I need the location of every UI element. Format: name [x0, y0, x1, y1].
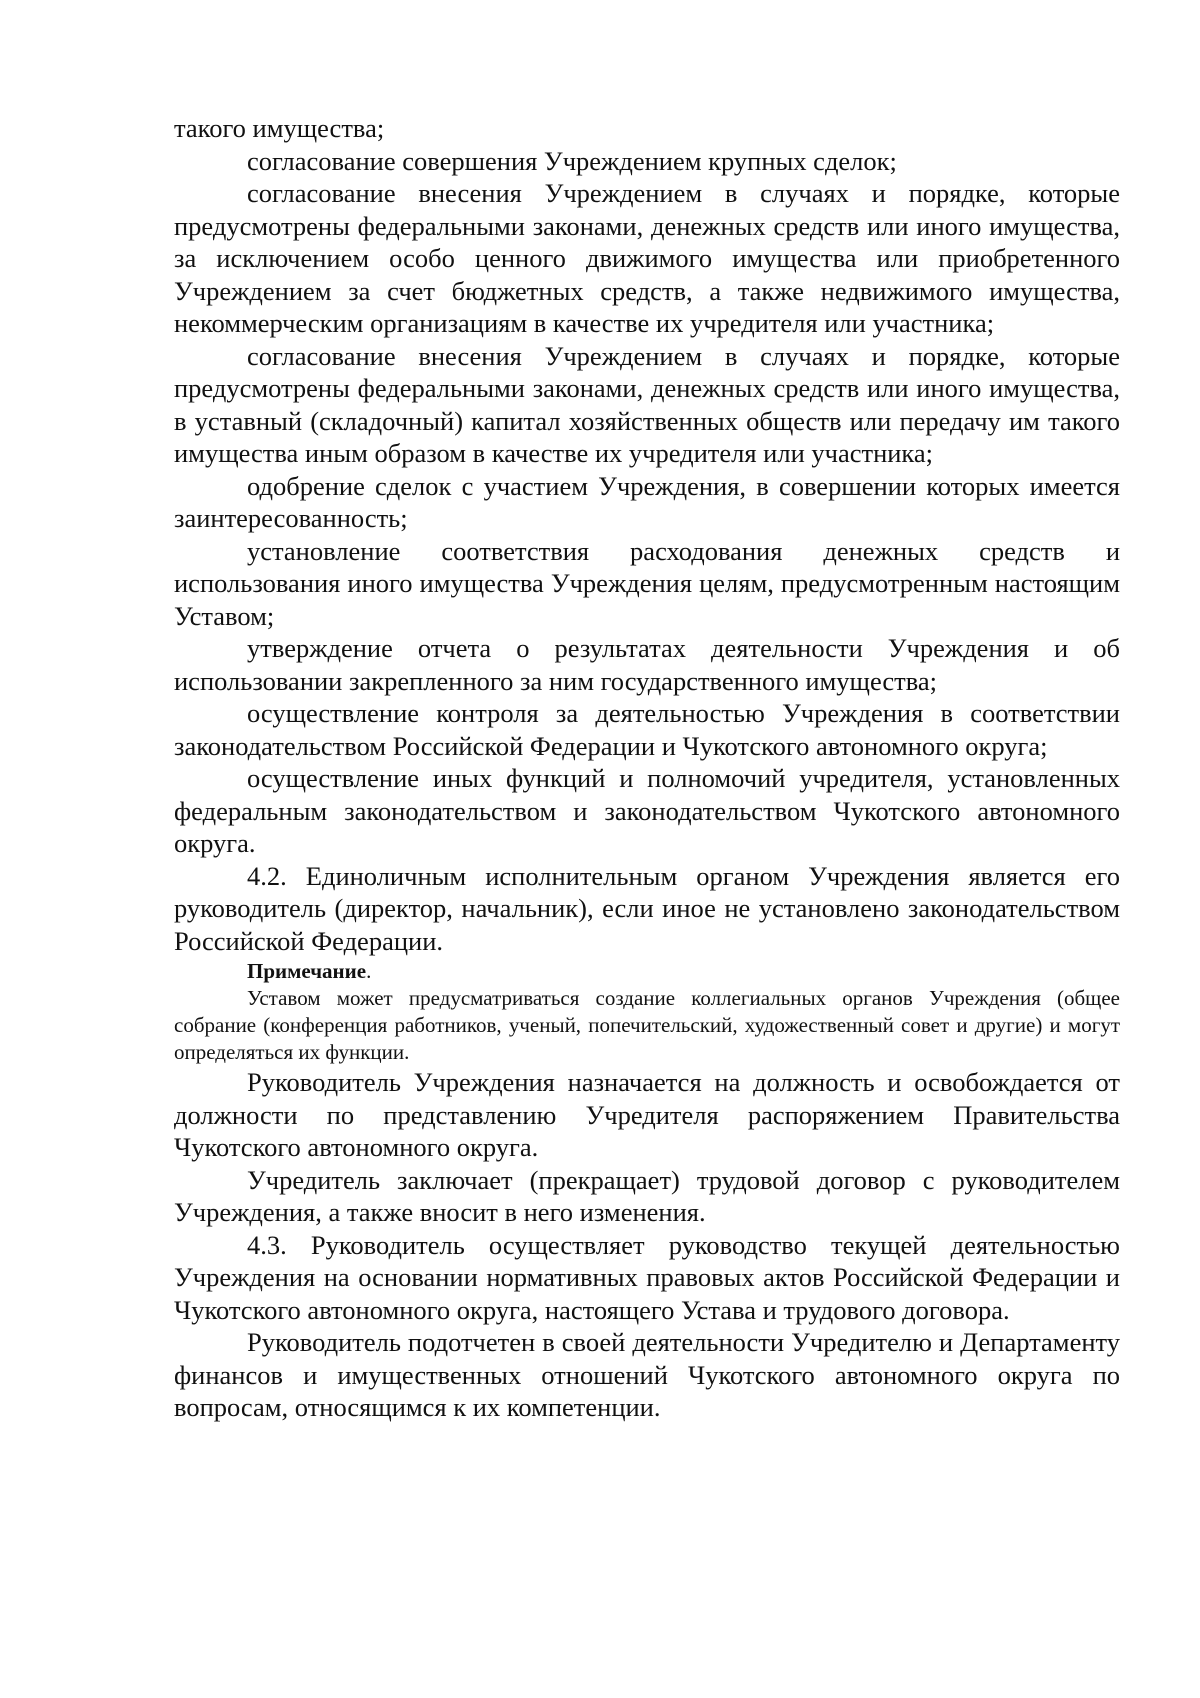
paragraph-accountability: Руководитель подотчетен в своей деятельности Учредителю и Департаменту финансов и имущественных отношений Чукотского автономного округа по вопросам, относящимся к их компетенции. — [174, 1327, 1120, 1422]
paragraph-spending-compliance: установление соответствия расходования денежных средств и использования иного имущества Учреждения целям, предусмотренным настоящим Уставом; — [174, 535, 1120, 631]
paragraph-major-deals-approval: согласование совершения Учреждением крупных сделок; — [247, 145, 897, 176]
note-heading-label: Примечание — [247, 959, 367, 983]
paragraph-report-approval: утверждение отчета о результатах деятельности Учреждения и об использовании закрепленного за ним государственного имущества; — [174, 633, 1120, 696]
paragraph-contribution-capital: согласование внесения Учреждением в случаях и порядке, которые предусмотрены федеральными законами, денежных средств или иного имущества, в уставный (складочный) капитал хозяйственных обществ или передачу им такого имущества иным образом в качестве их учредителя или участника; — [174, 340, 1120, 468]
paragraph-employment-contract: Учредитель заключает (прекращает) трудовой договор с руководителем Учреждения, а также вносит в него изменения. — [174, 1164, 1120, 1227]
note-heading — [174, 957, 1120, 985]
note-heading-punct: . — [366, 959, 372, 983]
paragraph-activity-control: осуществление контроля за деятельностью Учреждения в соответствии законодательством Российской Федерации и Чукотского автономного округа; — [174, 698, 1120, 761]
document-page — [174, 112, 1120, 1424]
paragraph-contribution-nonprofit: согласование внесения Учреждением в случаях и порядке, которые предусмотрены федеральными законами, денежных средств или иного имущества, за исключением особо ценного движимого имущества или приобретенного Учреждением за счет бюджетных средств, а также недвижимого имущества, некоммерческим организациям в качестве их учредителя или участника; — [174, 178, 1120, 338]
paragraph-section-4-2: 4.2. Единоличным исполнительным органом Учреждения является его руководитель (директор, начальник), если иное не установлено законодательством Российской Федерации. — [174, 860, 1120, 956]
paragraph-section-4-3: 4.3. Руководитель осуществляет руководство текущей деятельностью Учреждения на основании нормативных правовых актов Российской Федерации и Чукотского автономного округа, настоящего Устава и трудового договора. — [174, 1229, 1120, 1325]
paragraph-property-continuation: такого имущества; — [174, 113, 385, 143]
paragraph-interested-deals: одобрение сделок с участием Учреждения, в совершении которых имеется заинтересованность; — [174, 470, 1120, 533]
paragraph-head-appointment: Руководитель Учреждения назначается на должность и освобождается от должности по представлению Учредителя распоряжением Правительства Чукотского автономного округа. — [174, 1067, 1120, 1162]
paragraph-other-functions: осуществление иных функций и полномочий учредителя, установленных федеральным законодательством и законодательством Чукотского автономного округа. — [174, 763, 1120, 858]
note-text: Уставом может предусматриваться создание коллегиальных органов Учреждения (общее собрание (конференция работников, ученый, попечительский, художественный совет и другие) и могут определяться их функции. — [174, 986, 1120, 1064]
